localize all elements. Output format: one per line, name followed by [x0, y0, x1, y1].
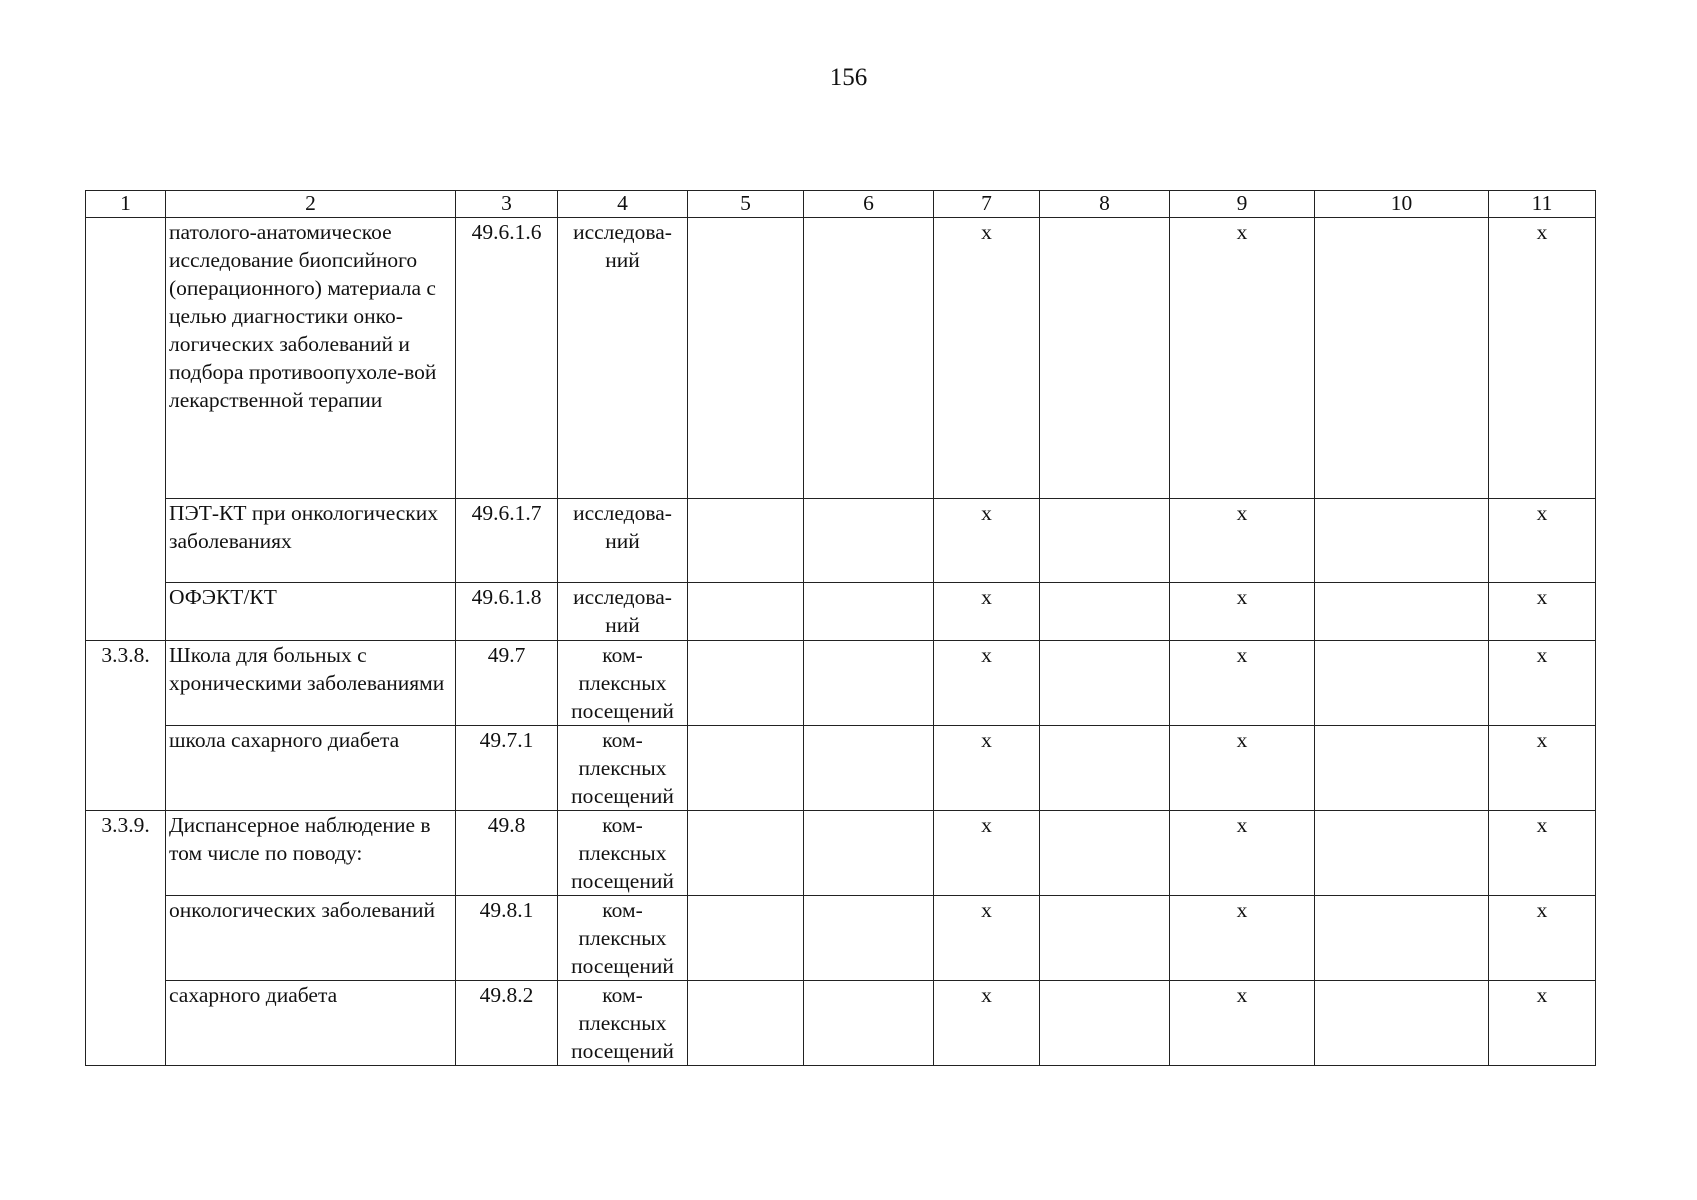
empty-cell	[688, 896, 804, 981]
empty-cell	[688, 981, 804, 1066]
row-mark-cell: х	[1170, 811, 1315, 896]
empty-cell	[1315, 896, 1489, 981]
row-mark-cell: х	[1170, 981, 1315, 1066]
table-row	[86, 583, 1596, 641]
row-code-cell: 49.6.1.8	[456, 583, 558, 641]
column-header: 1	[86, 191, 166, 218]
row-mark-cell: х	[934, 499, 1040, 583]
data-table	[85, 190, 1596, 1066]
row-mark-cell: х	[1170, 641, 1315, 726]
row-mark-cell: х	[934, 981, 1040, 1066]
column-header: 9	[1170, 191, 1315, 218]
empty-cell	[1040, 726, 1170, 811]
column-header: 7	[934, 191, 1040, 218]
column-header: 11	[1489, 191, 1596, 218]
row-name-cell: Школа для больных с хроническими заболеваниями	[166, 641, 456, 726]
table-row	[86, 811, 1596, 896]
row-mark-cell: х	[934, 218, 1040, 499]
row-name-cell: ПЭТ-КТ при онкологических заболеваниях	[166, 499, 456, 583]
row-number-cell: 3.3.8.	[86, 641, 166, 811]
row-name-cell: школа сахарного диабета	[166, 726, 456, 811]
row-number-cell	[86, 218, 166, 641]
column-header: 10	[1315, 191, 1489, 218]
row-mark-cell: х	[934, 896, 1040, 981]
empty-cell	[1315, 641, 1489, 726]
empty-cell	[688, 726, 804, 811]
empty-cell	[1315, 981, 1489, 1066]
row-unit-cell: ком-плексных посещений	[558, 811, 688, 896]
empty-cell	[688, 811, 804, 896]
row-code-cell: 49.6.1.6	[456, 218, 558, 499]
empty-cell	[688, 499, 804, 583]
empty-cell	[804, 981, 934, 1066]
row-mark-cell: х	[1489, 499, 1596, 583]
empty-cell	[1040, 641, 1170, 726]
row-mark-cell: х	[1170, 218, 1315, 499]
row-name-cell: ОФЭКТ/КТ	[166, 583, 456, 641]
row-mark-cell: х	[934, 726, 1040, 811]
row-code-cell: 49.7.1	[456, 726, 558, 811]
empty-cell	[688, 218, 804, 499]
empty-cell	[1315, 218, 1489, 499]
row-unit-cell: исследова-ний	[558, 583, 688, 641]
row-mark-cell: х	[1489, 641, 1596, 726]
row-unit-cell: исследова-ний	[558, 499, 688, 583]
row-code-cell: 49.6.1.7	[456, 499, 558, 583]
row-mark-cell: х	[934, 811, 1040, 896]
row-name-cell: сахарного диабета	[166, 981, 456, 1066]
table-row	[86, 981, 1596, 1066]
row-mark-cell: х	[1489, 726, 1596, 811]
row-number-cell: 3.3.9.	[86, 811, 166, 1066]
row-unit-cell: ком-плексных посещений	[558, 726, 688, 811]
empty-cell	[688, 641, 804, 726]
column-header: 8	[1040, 191, 1170, 218]
row-code-cell: 49.8.1	[456, 896, 558, 981]
empty-cell	[804, 726, 934, 811]
row-mark-cell: х	[1170, 499, 1315, 583]
row-code-cell: 49.8	[456, 811, 558, 896]
empty-cell	[1040, 811, 1170, 896]
row-mark-cell: х	[1170, 726, 1315, 811]
empty-cell	[804, 499, 934, 583]
empty-cell	[804, 641, 934, 726]
empty-cell	[1040, 218, 1170, 499]
row-mark-cell: х	[1489, 896, 1596, 981]
empty-cell	[1040, 896, 1170, 981]
row-name-cell: онкологических заболеваний	[166, 896, 456, 981]
row-mark-cell: х	[1489, 218, 1596, 499]
table-row	[86, 641, 1596, 726]
row-name-cell: Диспансерное наблюдение в том числе по поводу:	[166, 811, 456, 896]
row-mark-cell: х	[1489, 811, 1596, 896]
empty-cell	[804, 896, 934, 981]
table-row	[86, 499, 1596, 583]
empty-cell	[1040, 583, 1170, 641]
column-header: 2	[166, 191, 456, 218]
empty-cell	[804, 218, 934, 499]
empty-cell	[688, 583, 804, 641]
column-header: 5	[688, 191, 804, 218]
column-header: 4	[558, 191, 688, 218]
empty-cell	[804, 811, 934, 896]
empty-cell	[1315, 499, 1489, 583]
row-code-cell: 49.7	[456, 641, 558, 726]
table-row	[86, 726, 1596, 811]
row-mark-cell: х	[1170, 583, 1315, 641]
empty-cell	[1315, 726, 1489, 811]
empty-cell	[1315, 583, 1489, 641]
row-unit-cell: ком-плексных посещений	[558, 641, 688, 726]
row-mark-cell: х	[1489, 583, 1596, 641]
row-mark-cell: х	[934, 641, 1040, 726]
row-unit-cell: ком-плексных посещений	[558, 981, 688, 1066]
empty-cell	[1315, 811, 1489, 896]
row-mark-cell: х	[934, 583, 1040, 641]
row-unit-cell: исследова-ний	[558, 218, 688, 499]
row-mark-cell: х	[1489, 981, 1596, 1066]
row-unit-cell: ком-плексных посещений	[558, 896, 688, 981]
row-mark-cell: х	[1170, 896, 1315, 981]
table-row	[86, 896, 1596, 981]
empty-cell	[1040, 981, 1170, 1066]
row-code-cell: 49.8.2	[456, 981, 558, 1066]
table-row	[86, 218, 1596, 499]
column-header: 3	[456, 191, 558, 218]
empty-cell	[1040, 499, 1170, 583]
row-name-cell: патолого-анатомическое исследование биопсийного (операционного) материала с целью диагностики онко-логических заболеваний и подбора противоопухоле-вой лекарственной терапии	[166, 218, 456, 499]
table-header-row	[86, 191, 1596, 218]
empty-cell	[804, 583, 934, 641]
page-number: 156	[829, 64, 868, 91]
column-header: 6	[804, 191, 934, 218]
